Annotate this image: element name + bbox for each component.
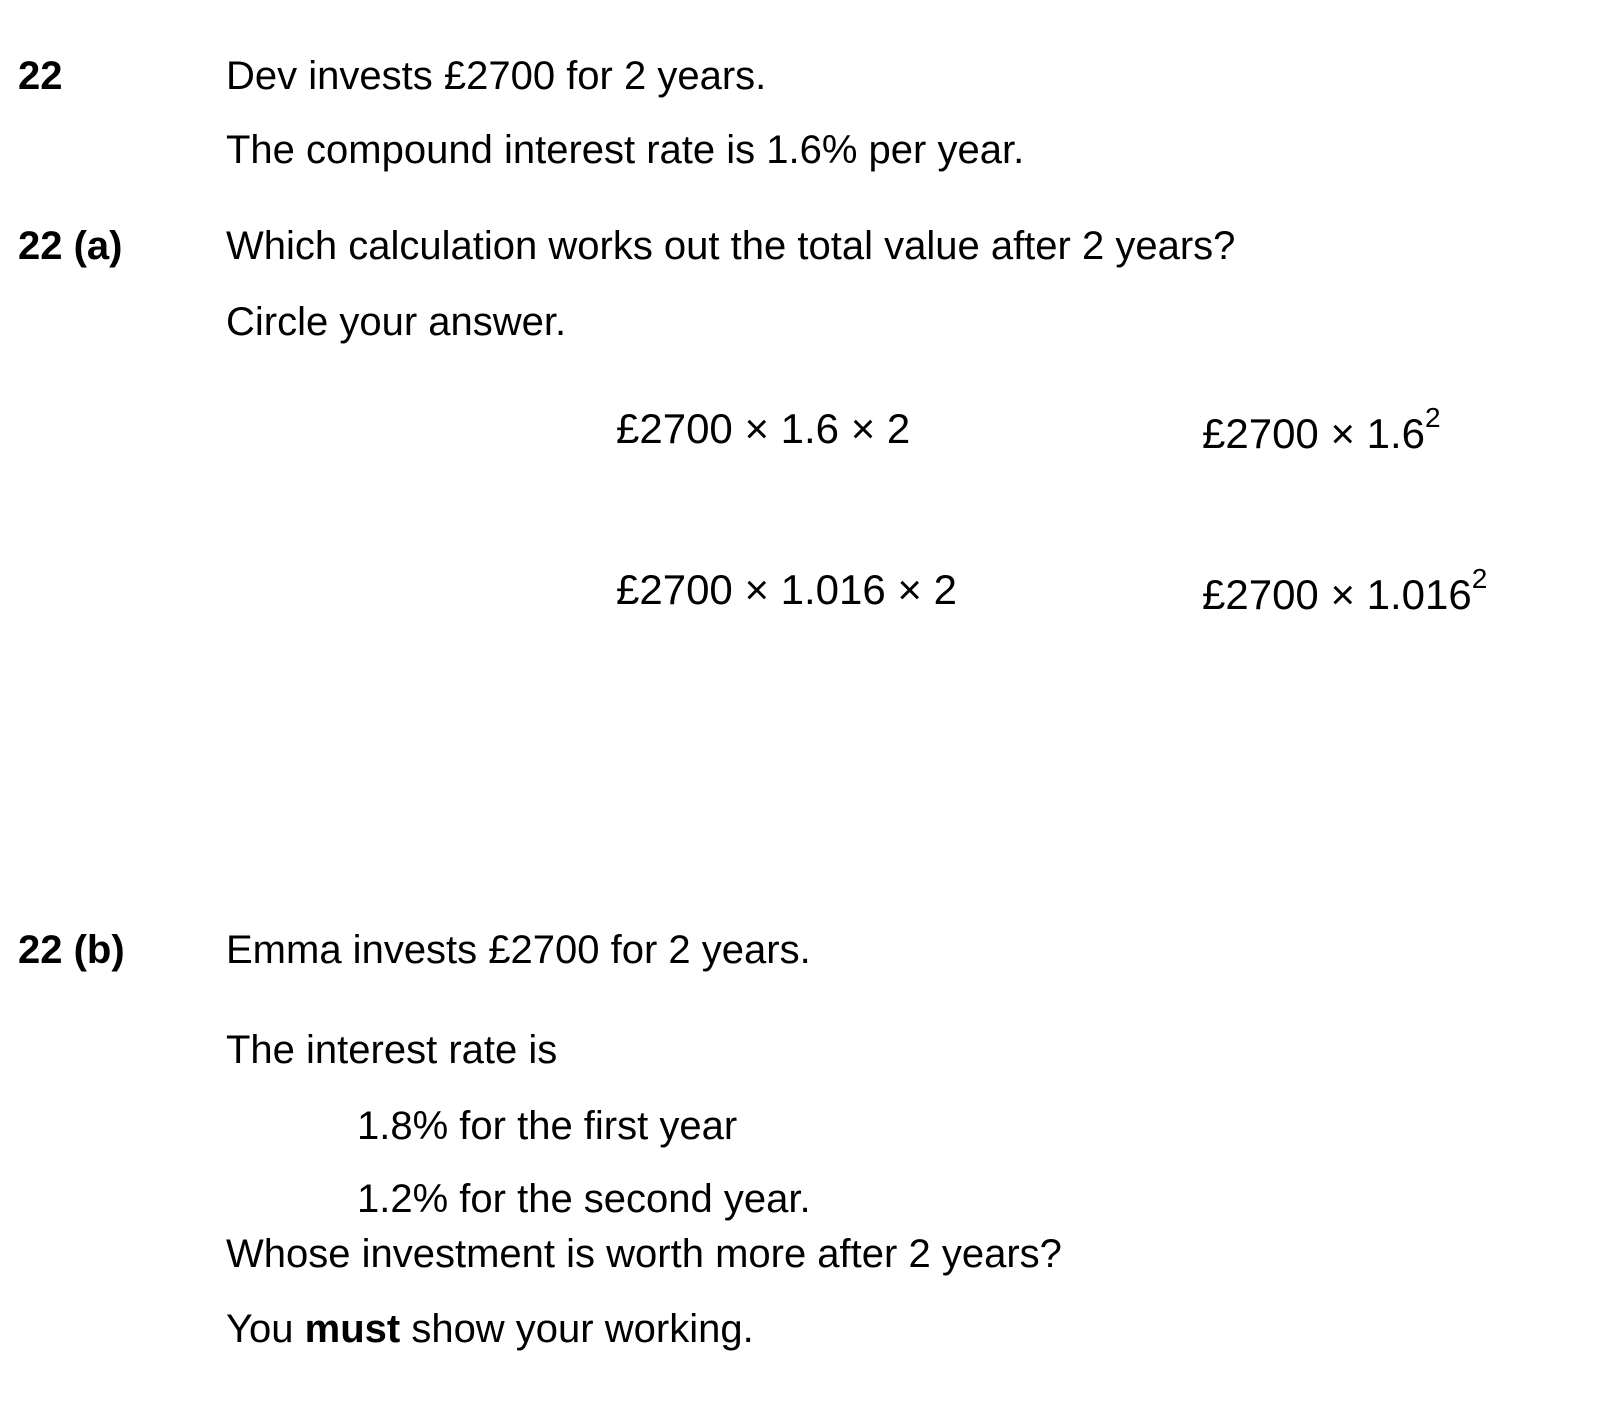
- question-22b-rate-2: 1.2% for the second year.: [357, 1177, 811, 1221]
- question-22b-line-1: Emma invests £2700 for 2 years.: [226, 928, 811, 972]
- answer-option-4-exponent: 2: [1471, 563, 1488, 594]
- question-number-22a: 22 (a): [18, 224, 123, 268]
- answer-option-3[interactable]: [616, 565, 957, 615]
- answer-option-4-text: £2700 × 1.016: [1202, 571, 1472, 618]
- question-number-22: 22: [18, 54, 63, 98]
- question-22b-line-2: The interest rate is: [226, 1028, 558, 1072]
- instruction-suffix: show your working.: [400, 1307, 754, 1351]
- instruction-prefix: You: [226, 1307, 305, 1351]
- answer-option-2-text: £2700 × 1.6: [1202, 410, 1426, 457]
- answer-option-1[interactable]: [616, 404, 910, 454]
- question-22b-rate-1: 1.8% for the first year: [357, 1104, 738, 1148]
- question-22a-text: Which calculation works out the total value after 2 years?: [226, 224, 1236, 268]
- question-number-22b: 22 (b): [18, 928, 125, 972]
- answer-option-2[interactable]: [1202, 402, 1441, 459]
- instruction-emphasis: must: [304, 1307, 401, 1351]
- answer-option-1-text: £2700 × 1.6 × 2: [616, 405, 911, 452]
- question-22-line-2: The compound interest rate is 1.6% per year.: [226, 128, 1025, 172]
- answer-option-3-text: £2700 × 1.016 × 2: [616, 566, 957, 613]
- answer-option-2-exponent: 2: [1425, 402, 1441, 433]
- question-22b-text: Whose investment is worth more after 2 years?: [226, 1232, 1062, 1276]
- question-22a-instruction: Circle your answer.: [226, 300, 567, 344]
- question-22b-instruction: [226, 1305, 754, 1353]
- question-22-line-1: Dev invests £2700 for 2 years.: [226, 54, 767, 98]
- answer-option-4[interactable]: [1202, 563, 1488, 620]
